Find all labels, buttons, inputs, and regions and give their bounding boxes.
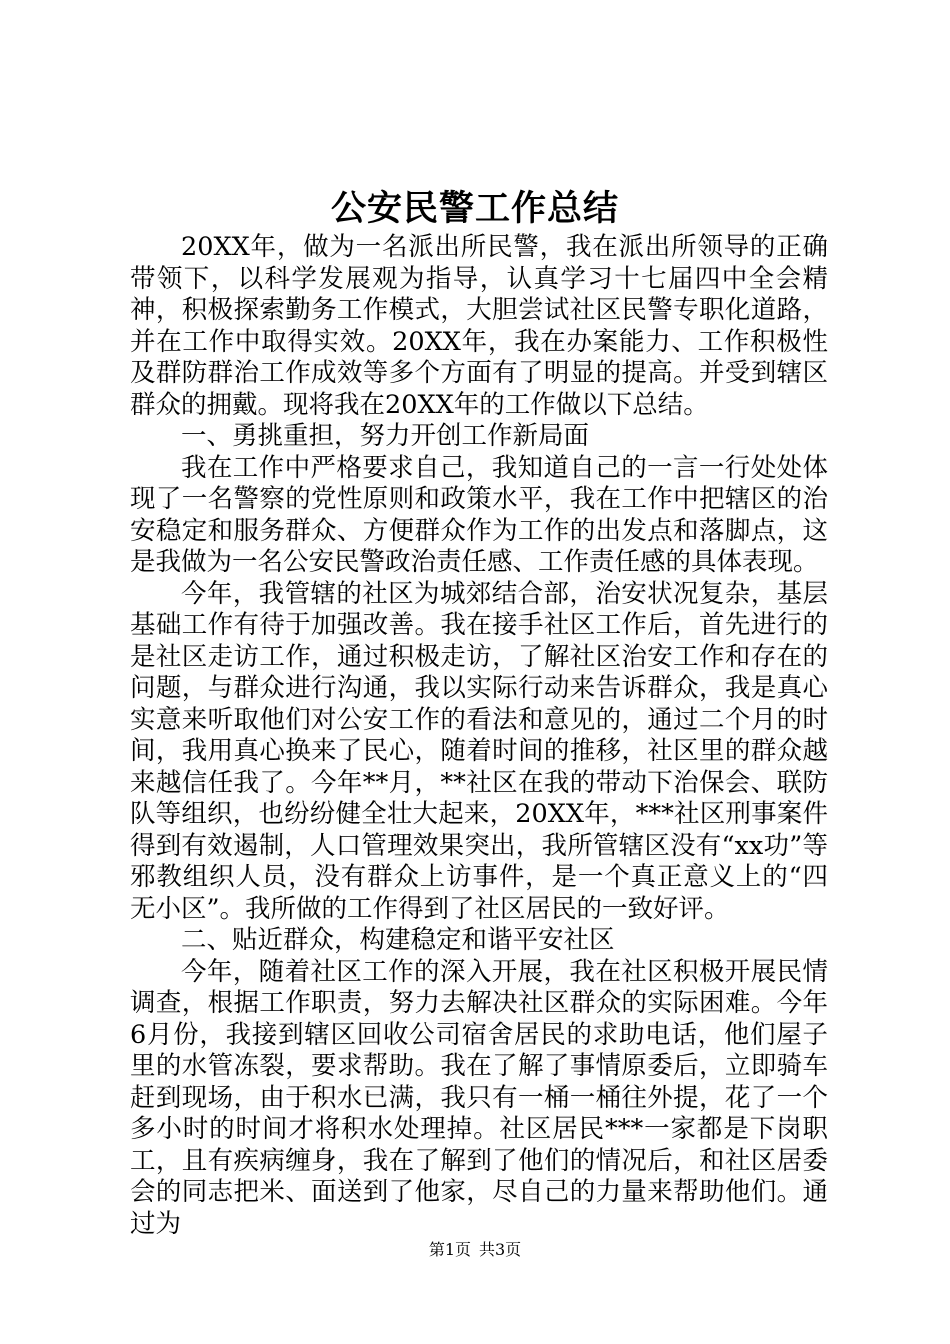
paragraph-section1-a: 我在工作中严格要求自己，我知道自己的一言一行处处体现了一名警察的党性原则和政策水平，我在工作中把辖区的治安稳定和服务群众、方便群众作为工作的出发点和落脚点，这是我做为一名公安民警政治责任感、工作责任感的具体表现。 [130, 452, 828, 577]
paragraph-section1-b: 今年，我管辖的社区为城郊结合部，治安状况复杂，基层基础工作有待于加强改善。我在接手社区工作后，首先进行的是社区走访工作，通过积极走访，了解社区治安工作和存在的问题，与群众进行沟通，我以实际行动来告诉群众，我是真心实意来听取他们对公安工作的看法和意见的，通过二个月的时间，我用真心换来了民心，随着时间的推移，社区里的群众越来越信任我了。今年**月，**社区在我的带动下治保会、联防队等组织，也纷纷健全壮大起来，20XX年，***社区刑事案件得到有效遏制，人口管理效果突出，我所管辖区没有“xx功”等邪教组织人员，没有群众上访事件，是一个真正意义上的“四无小区”。我所做的工作得到了社区居民的一致好评。 [130, 578, 828, 924]
page-total: 共3页 [479, 1240, 522, 1259]
page-number: 第1页 [428, 1240, 471, 1259]
page-title: 公安民警工作总结 [330, 188, 619, 229]
section-heading-1: 一、勇挑重担，努力开创工作新局面 [181, 421, 590, 451]
document-body [130, 232, 828, 1240]
paragraph-intro: 20XX年，做为一名派出所民警，我在派出所领导的正确带领下，以科学发展观为指导，认真学习十七届四中全会精神，积极探索勤务工作模式，大胆尝试社区民警专职化道路，并在工作中取得实效。20XX年，我在办案能力、工作积极性及群防群治工作成效等多个方面有了明显的提高。并受到辖区群众的拥戴。现将我在20XX年的工作做以下总结。 [130, 232, 828, 420]
paragraph-section2-a: 今年，随着社区工作的深入开展，我在社区积极开展民情调查，根据工作职责，努力去解决社区群众的实际困难。今年6月份，我接到辖区回收公司宿舍居民的求助电话，他们屋子里的水管冻裂，要求帮助。我在了解了事情原委后，立即骑车赶到现场，由于积水已满，我只有一桶一桶往外提，花了一个多小时的时间才将积水处理掉。社区居民***一家都是下岗职工，且有疾病缠身，我在了解到了他们的情况后，和社区居委会的同志把米、面送到了他家，尽自己的力量来帮助他们。通过为 [130, 956, 828, 1239]
page-footer [0, 1238, 950, 1262]
section-heading-2: 二、贴近群众，构建稳定和谐平安社区 [181, 925, 615, 955]
